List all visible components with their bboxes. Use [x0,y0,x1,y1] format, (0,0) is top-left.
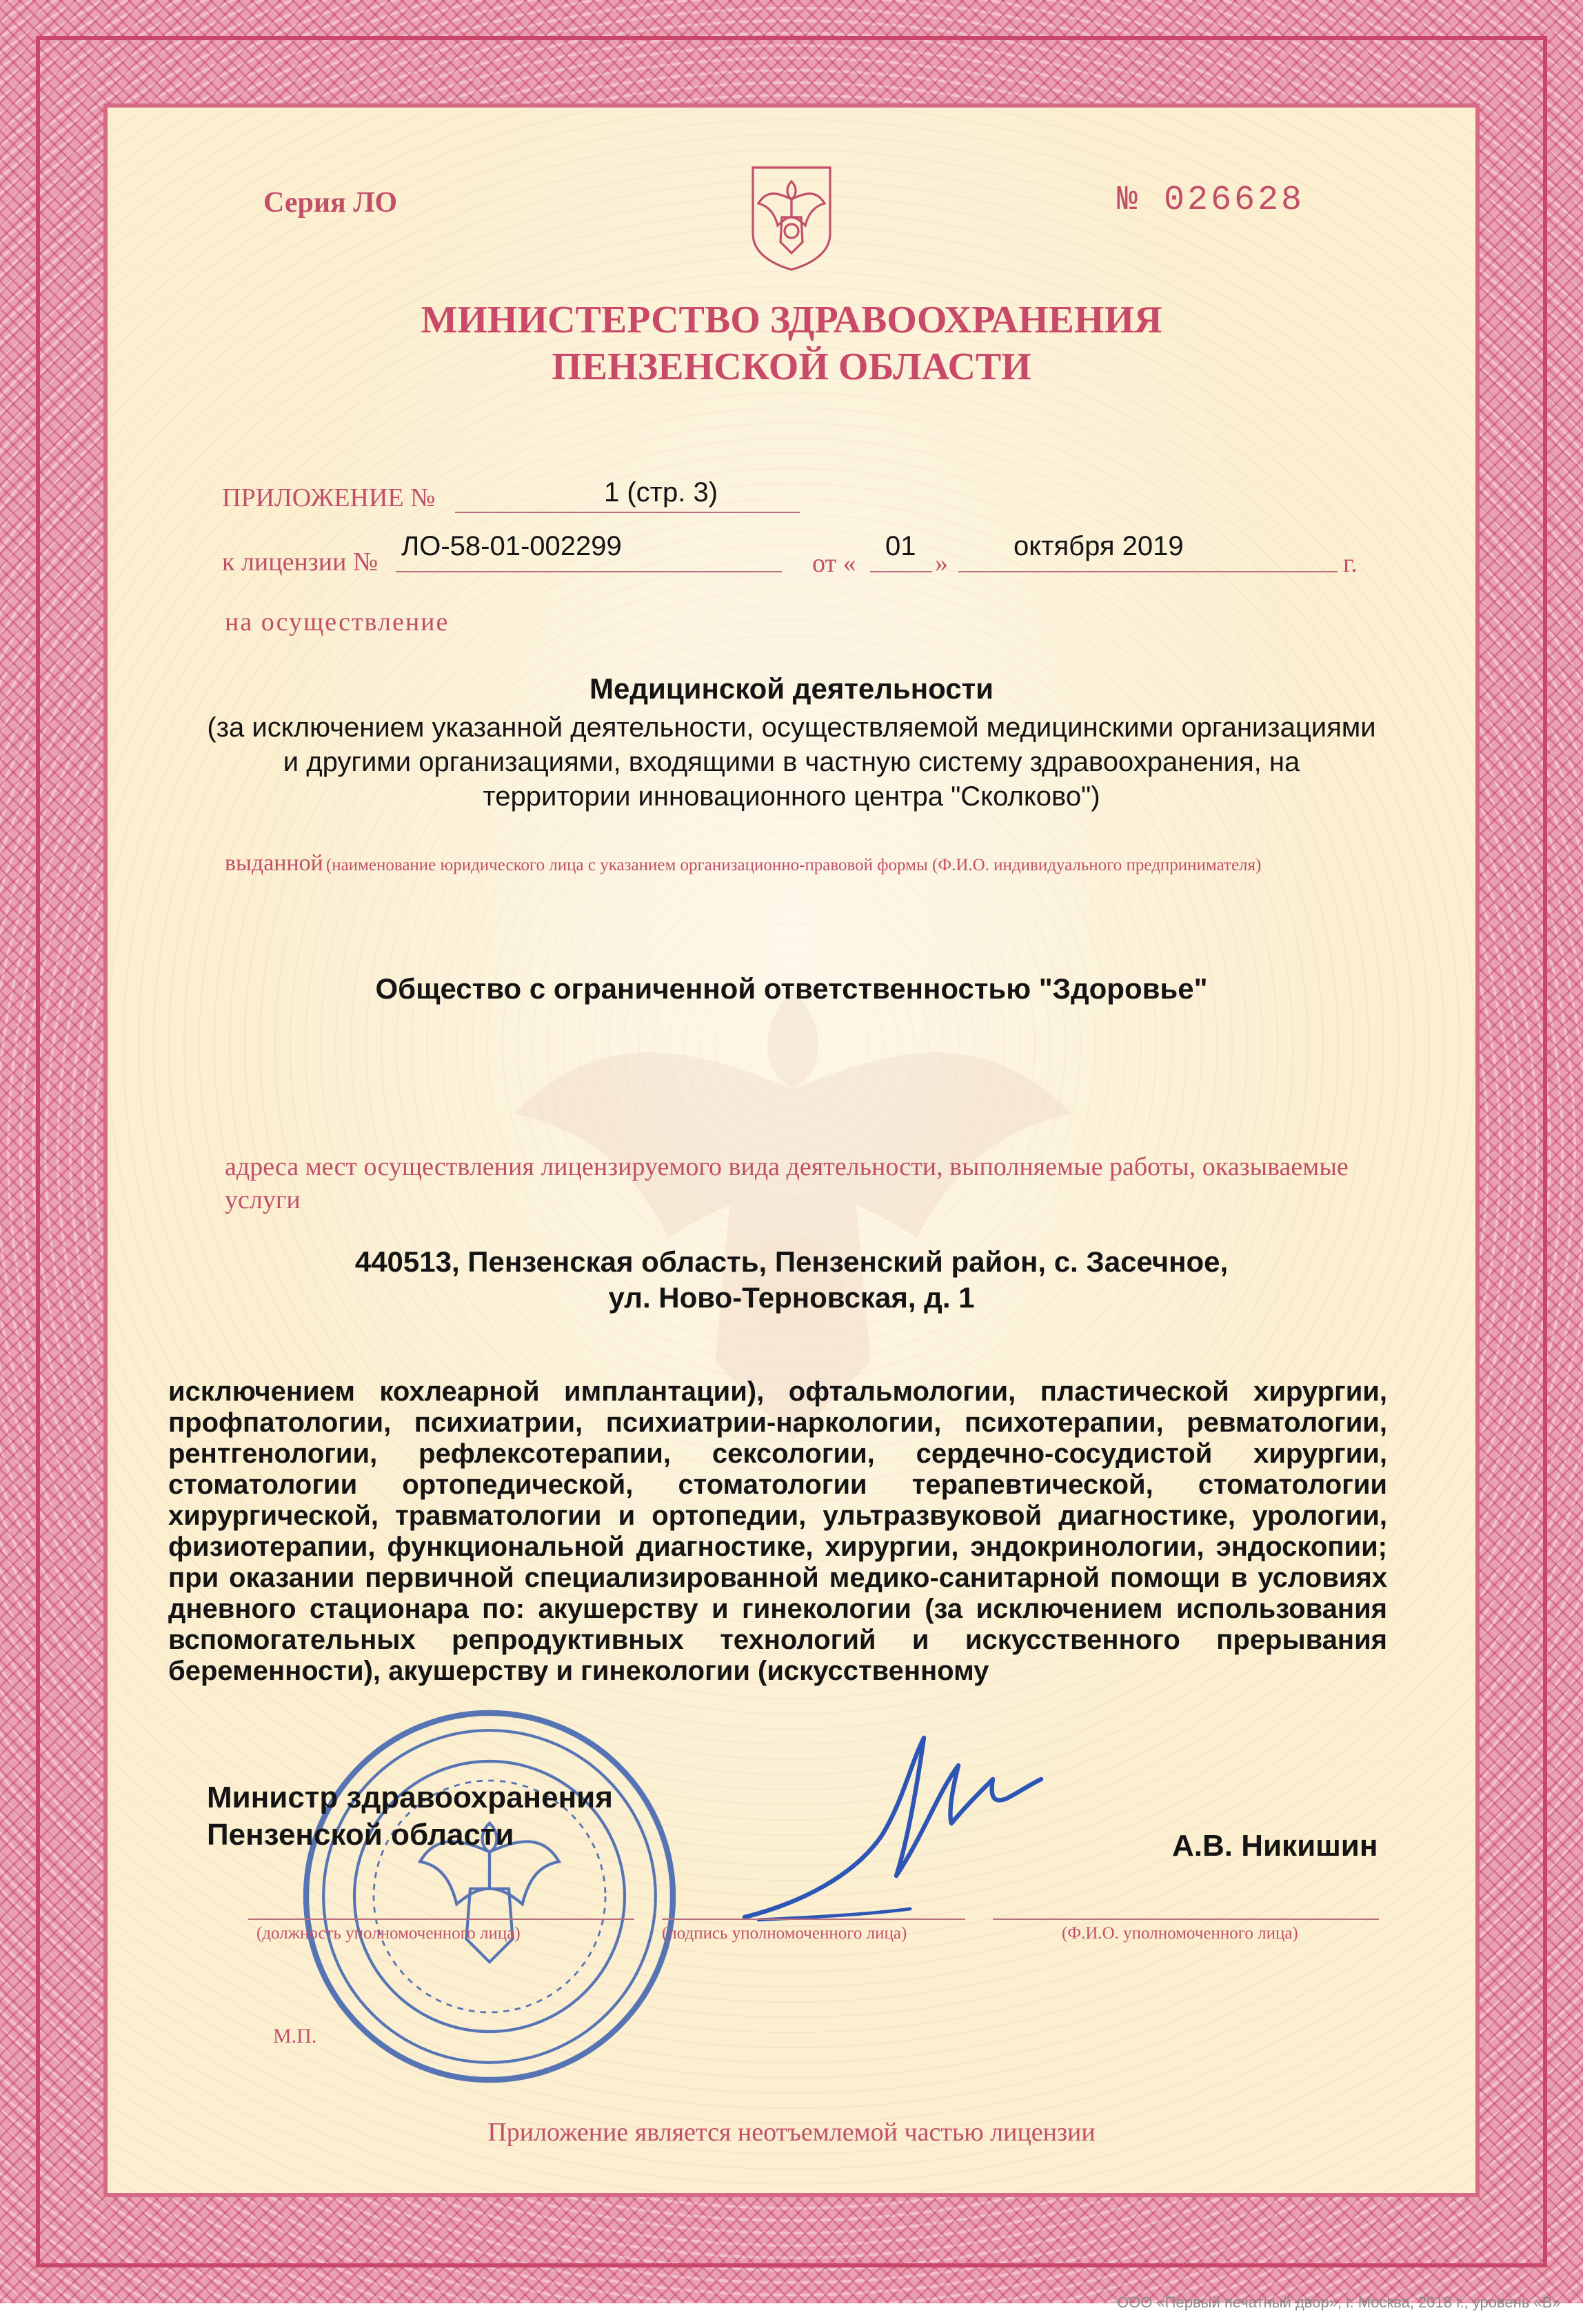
license-number: ЛО-58-01-002299 [401,531,622,561]
signatory-position-line1: Министр здравоохранения [207,1781,613,1814]
address-line2: ул. Ново-Терновская, д. 1 [608,1281,975,1314]
signature-caption: (подпись уполномоченного лица) [662,1924,907,1943]
date-close-quote: » [935,549,948,578]
appendix-value: 1 (стр. 3) [604,477,718,508]
ministry-title [241,297,1342,390]
license-day: 01 [885,531,916,561]
signature-line [662,1919,965,1920]
name-line [993,1919,1379,1920]
handwritten-signature [717,1710,1062,1938]
ministry-title-line1: МИНИСТЕРСТВО ЗДРАВООХРАНЕНИЯ [421,299,1162,341]
position-caption: (должность уполномоченного лица) [256,1924,521,1943]
address [159,1244,1424,1316]
month-underline [958,571,1338,572]
purpose-label: на осуществление [225,608,450,637]
activity-title: Медицинской деятельности [589,672,994,705]
signatory-position-line2: Пензенской области [207,1818,514,1852]
position-line [248,1919,634,1920]
issued-block [225,851,1369,880]
services-text: исключением кохлеарной имплантации), офтальмологии, пластической хирургии, профпатологии, психиатрии, психиатрии-наркологии, психотерапии, ревматологии, рентгенологии, рефлексотерапии, сексологии, сердечно-сосудистой хирургии, стоматологии ортопедической, стоматологии терапевтической, стоматологии хирургической, травматологии и ортопедии, ультразвуковой диагностике, урологии, физиотерапии, функциональной диагностике, хирургии, эндокринологии, эндоскопии; при оказании первичной специализированной медико-санитарной помощи в условиях дневного стационара по: акушерству и гинекологии (за исключением использования вспомогательных репродуктивных технологий и искусственного прерывания беременности), акушерству и гинекологии (искусственному [168,1376,1387,1686]
activity-note-line2: и другими организациями, входящими в частную систему здравоохранения, на [283,747,1300,777]
date-from-label: от « [812,549,856,578]
issued-note: (наименование юридического лица с указанием организационно-правовой формы (Ф.И.О. индивидуального предпринимателя) [325,856,1262,874]
address-line1: 440513, Пензенская область, Пензенский район, с. Засечное, [354,1245,1229,1278]
issued-label: выданной [225,850,323,876]
form-number: № 026628 [1117,181,1305,220]
series-label: Серия ЛО [263,187,398,219]
addresses-label: адреса мест осуществления лицензируемого вида деятельности, выполняемые работы, оказываемые услуги [225,1152,1349,1214]
activity-note-line1: (за исключением указанной деятельности, осуществляемой медицинскими организациями [207,712,1376,743]
license-label: к лицензии № [222,548,379,577]
official-seal-stamp [296,1703,683,2090]
appendix-underline [455,512,800,513]
year-suffix: г. [1343,549,1358,578]
day-underline [870,571,932,572]
license-month-year: октября 2019 [1014,531,1184,561]
coat-of-arms-icon [745,162,838,272]
activity-note [159,710,1424,814]
name-caption: (Ф.И.О. уполномоченного лица) [1062,1924,1298,1943]
seal-place-label: М.П. [273,2025,317,2047]
activity-note-line3: территории инновационного центра "Сколково") [483,781,1100,812]
organization-name: Общество с ограниченной ответственностью "Здоровье" [375,972,1208,1005]
license-number-underline [396,571,782,572]
footer-note: Приложение является неотъемлемой частью лицензии [487,2118,1096,2147]
printer-imprint: ООО «Первый печатный двор», г. Москва, 2018 г., уровень «В» [1117,2294,1561,2311]
signatory-position [207,1779,613,1854]
appendix-label: ПРИЛОЖЕНИЕ № [222,483,436,512]
signatory-name: А.В. Никишин [1172,1829,1378,1863]
ministry-title-line2: ПЕНЗЕНСКОЙ ОБЛАСТИ [552,345,1031,388]
